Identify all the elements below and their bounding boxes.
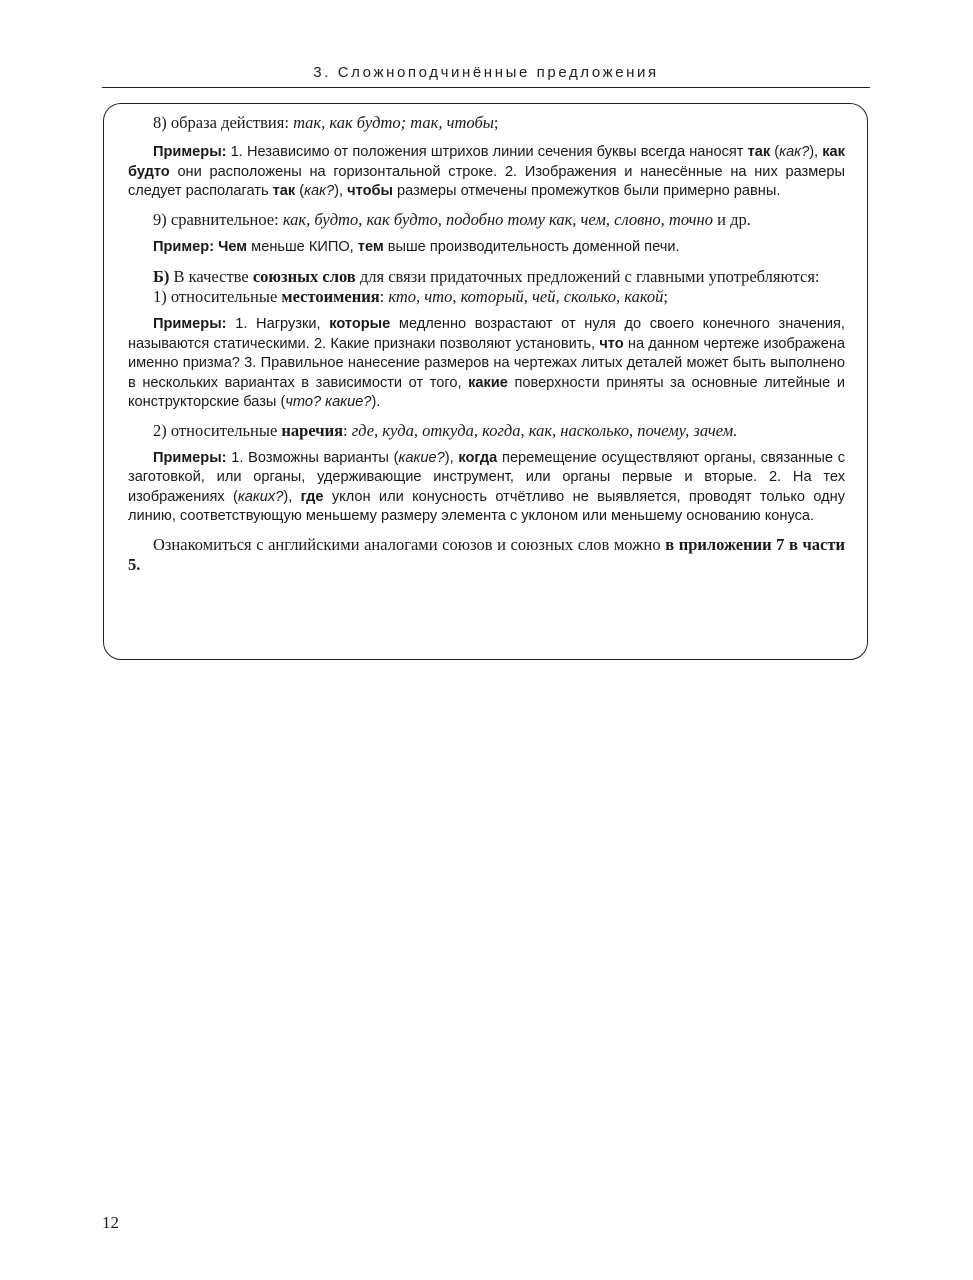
text: для связи придаточных предложений с главными употребляются:: [355, 267, 820, 286]
text: ).: [371, 394, 381, 410]
item-label: 8) образа действия:: [153, 113, 294, 132]
item-8-manner: [128, 113, 845, 133]
bold-word: чтобы: [347, 183, 393, 199]
question: как?: [779, 144, 810, 160]
word-list: где, куда, откуда, когда, как, насколько, почему, зачем.: [351, 420, 738, 440]
text: на данном чертеже изображена именно призма? 3. Правильное нанесение размеров на чертежах литых деталей может быть выполнено в нескольких вариантах в зависимости от того,: [128, 335, 845, 391]
text: 1. Независимо от положения штрихов линии сечения буквы всегда наносят: [226, 144, 748, 160]
text: ),: [809, 144, 823, 160]
text: поверхности приняты за основные литейные и конструкторские базы (: [128, 374, 845, 410]
bold-word: Чем: [218, 238, 248, 255]
page-number: 12: [102, 1213, 119, 1232]
examples-b1: [128, 315, 845, 413]
text: ),: [444, 449, 459, 466]
item-end: ;: [663, 287, 669, 306]
section-b-intro: [128, 267, 845, 287]
examples-8: [128, 143, 845, 202]
section-label: Б): [153, 267, 170, 286]
text: выше производительность доменной печи.: [383, 238, 680, 255]
text: 1. Возможны варианты (: [226, 449, 399, 466]
text: ),: [334, 183, 348, 199]
example-9: [128, 238, 845, 258]
text: Ознакомиться с английскими аналогами союзов и союзных слов можно: [153, 534, 666, 554]
examples-label: Примеры:: [153, 144, 227, 160]
text: (: [770, 144, 780, 160]
text: 1. Нагрузки,: [226, 316, 330, 332]
bold-word: как будто: [128, 144, 845, 180]
text: уклон или конусность отчётливо не выявляется, проводят только одну линию, соответствующую меньшему размеру элемента с уклоном или меньшему основанию конуса.: [128, 488, 845, 524]
question: как?: [304, 183, 335, 199]
conjunction-list: как, будто, как будто, подобно тому как, чем, словно, точно: [282, 209, 713, 229]
text: 2) относительные: [153, 420, 282, 440]
bold-word: так: [272, 183, 296, 199]
examples-label: Примеры:: [153, 316, 227, 332]
example-label: Пример:: [153, 238, 215, 255]
header-rule: [102, 87, 870, 88]
content-block: [128, 113, 845, 575]
text: меньше КИПО,: [247, 238, 358, 255]
bold-word: тем: [357, 238, 384, 255]
item-9-comparative: [128, 210, 845, 230]
bold-word: местоимения: [281, 287, 380, 306]
text: размеры отмечены промежутков были примерно равны.: [392, 183, 781, 199]
bold-word: что: [599, 335, 624, 352]
bold-word: так: [747, 144, 771, 160]
bold-word: когда: [458, 449, 498, 466]
text: В качестве: [169, 267, 253, 286]
conjunction-list: так, как будто; так, чтобы: [293, 113, 494, 132]
appendix-reference: в приложении 7 в части 5.: [128, 534, 845, 574]
bold-word: союзных слов: [252, 267, 356, 286]
text: медленно возрастают от нуля до своего конечного значения, называются статическими. 2. Какие признаки позволяют установить,: [128, 316, 845, 352]
item-b2-adverbs: [128, 421, 845, 441]
text: (: [295, 183, 305, 199]
item-b1-pronouns: [128, 287, 845, 307]
examples-label: Примеры:: [153, 449, 227, 466]
question: какие?: [398, 449, 445, 466]
item-end: ;: [493, 113, 499, 132]
word-list: кто, что, который, чей, сколько, какой: [388, 287, 664, 306]
bold-word: которые: [329, 316, 391, 332]
examples-b2: [128, 449, 845, 527]
text: 1) относительные: [153, 287, 282, 306]
closing-note: [128, 535, 845, 575]
running-head: 3. Сложноподчинённые предложения: [313, 64, 659, 81]
bold-word: где: [300, 488, 324, 505]
question: каких?: [237, 488, 284, 505]
text: :: [379, 287, 389, 306]
bold-word: наречия: [281, 420, 344, 440]
text: :: [343, 420, 352, 440]
item-label: 9) сравнительное:: [153, 209, 283, 229]
question: что? какие?: [285, 394, 372, 410]
item-end: и др.: [712, 209, 751, 229]
text: ),: [283, 488, 301, 505]
bold-word: какие: [468, 374, 508, 391]
text: перемещение осуществляют органы, связанные с заготовкой, или органы, удерживающие инструмент, или органы первые и вторые. 2. На тех изображениях (: [128, 449, 845, 505]
text: они расположены на горизонтальной строке. 2. Изображения и нанесённые на них размеры следует располагать: [128, 163, 845, 199]
